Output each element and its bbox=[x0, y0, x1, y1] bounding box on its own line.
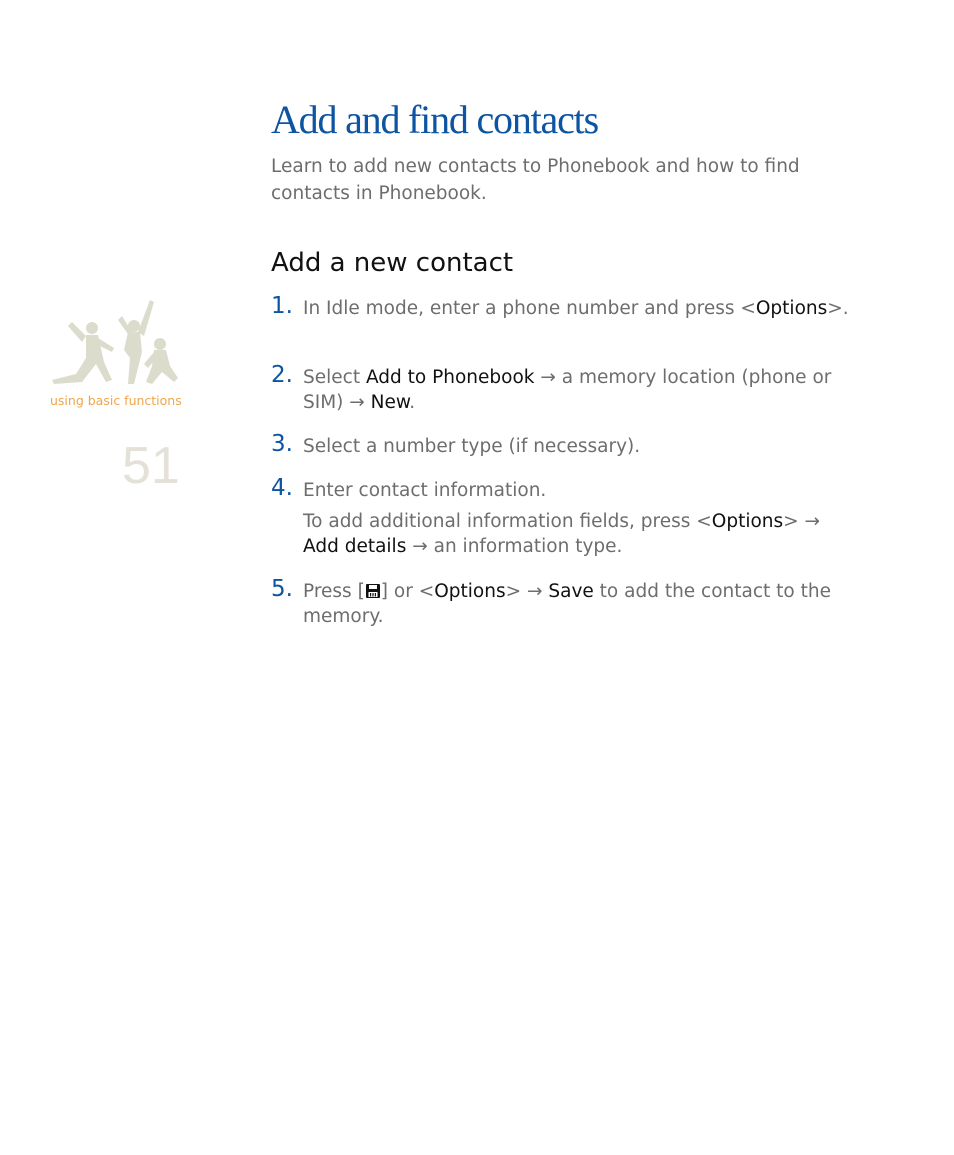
sidebar bbox=[0, 0, 240, 520]
page-number: 51 bbox=[122, 437, 180, 495]
intro-text: Learn to add new contacts to Phonebook and how to find contacts in Phonebook. bbox=[271, 156, 800, 204]
page-title: Add and find contacts bbox=[271, 97, 598, 142]
step-number: 3. bbox=[271, 431, 293, 457]
step-text: In Idle mode, enter a phone number and press <Options>. bbox=[303, 298, 849, 319]
options-key: Options bbox=[434, 581, 506, 602]
save-option: Save bbox=[548, 581, 594, 602]
dancers-silhouette-icon bbox=[48, 292, 184, 392]
step-text: Select Add to Phonebook → a memory location (phone or SIM) → New. bbox=[303, 367, 832, 413]
options-key: Options bbox=[755, 298, 828, 319]
add-to-phonebook-option: Add to Phonebook bbox=[365, 367, 535, 388]
step-number: 1. bbox=[271, 293, 293, 319]
step-number: 2. bbox=[271, 362, 293, 388]
step-text: Press [ ] or <Options> → Save to add the contact to the memory. bbox=[303, 581, 831, 627]
step-text: Enter contact information. To add additional information fields, press <Options> → Add details → an information type. bbox=[303, 478, 851, 559]
options-key: Options bbox=[711, 511, 784, 532]
add-details-option: Add details bbox=[303, 536, 407, 557]
new-option: New bbox=[370, 392, 410, 413]
step-number: 5. bbox=[271, 576, 293, 602]
step-text: Select a number type (if necessary). bbox=[303, 436, 641, 457]
step-subtext: To add additional information fields, press <Options> → Add details → an information type. bbox=[303, 511, 821, 557]
step-number: 4. bbox=[271, 475, 293, 501]
save-key-icon bbox=[365, 583, 381, 599]
section-label: using basic functions bbox=[50, 393, 182, 408]
section-title: Add a new contact bbox=[271, 248, 514, 278]
